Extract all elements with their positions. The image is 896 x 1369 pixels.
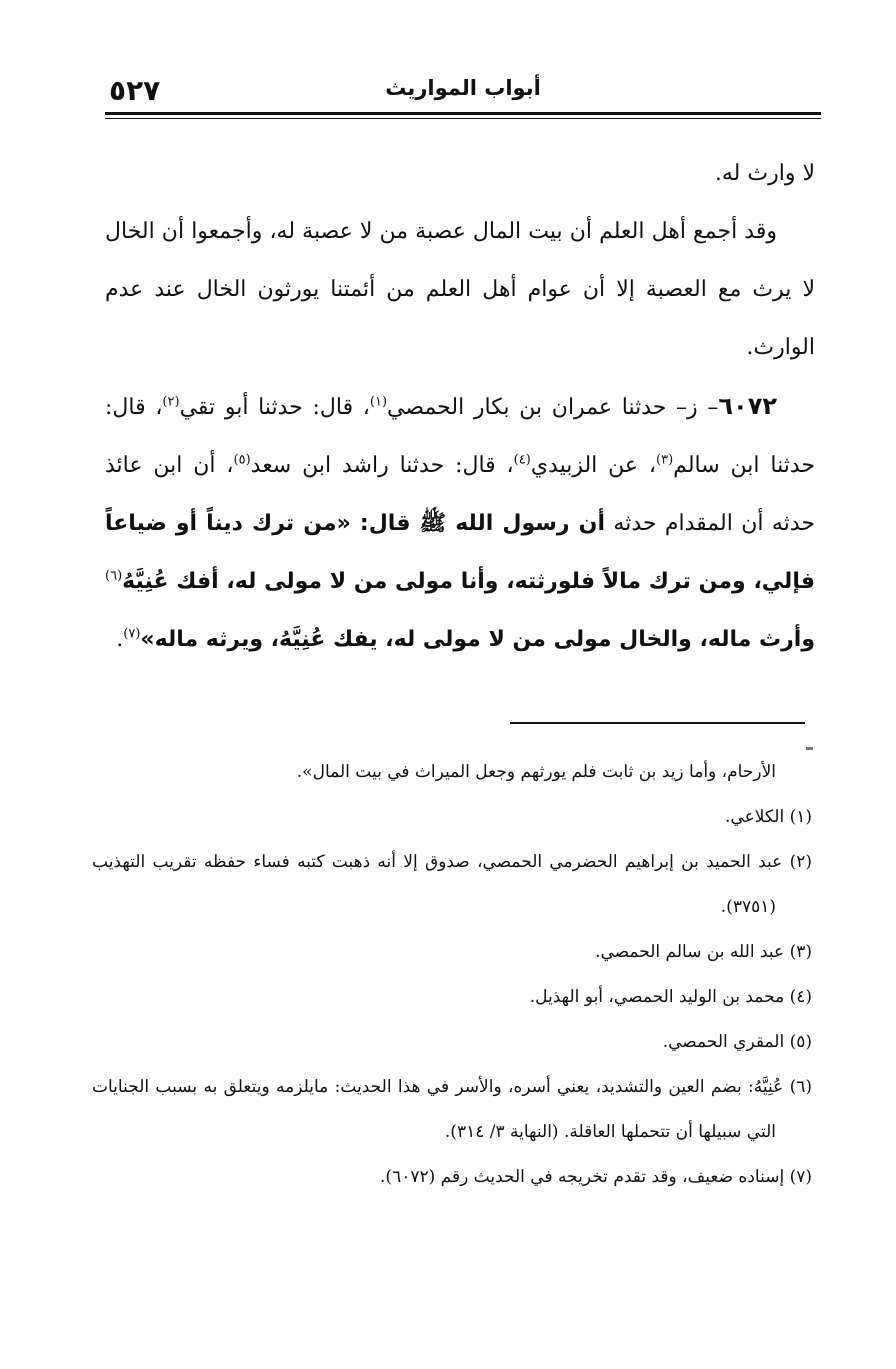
footnote-continuation: الأرحام، وأما زيد بن ثابت فلم يورثهم وجعل الميراث في بيت المال». [296, 762, 776, 782]
hadith-end: . [116, 627, 124, 652]
footnote-ref-3: (٣) [656, 452, 674, 468]
footnote-4: (٤) محمد بن الوليد الحمصي، أبو الهذيل. [529, 987, 812, 1007]
paragraph-commentary: وقد أجمع أهل العلم أن بيت المال عصبة من لا عصبة له، وأجمعوا أن الخال لا يرث مع العصبة إلا أن عوام أهل العلم من أئمتنا يورثون الخال عند عدم الوارث. [105, 219, 815, 360]
hadith-number: ٦٠٧٢ [718, 392, 777, 420]
footnote-2: (٢) عبد الحميد بن إبراهيم الحضرمي الحمصي، صدوق إلا أنه ذهبت كتبه فساء حفظه تقريب التهذيب (٣٧٥١). [92, 852, 812, 917]
footnotes [92, 750, 812, 1200]
footnote-separator [510, 722, 805, 724]
footnote-ref-6: (٦) [105, 568, 123, 584]
page-number: ٥٢٧ [109, 74, 161, 107]
isnad-part-1: – ز– حدثنا عمران بن بكار الحمصي [387, 395, 719, 420]
footnote-ref-1: (١) [369, 394, 388, 410]
footnote-7: (٧) إسناده ضعيف، وقد تقدم تخريجه في الحديث رقم (٦٠٧٢). [380, 1167, 812, 1187]
main-text [105, 145, 815, 669]
footnote-6: (٦) عُنِيَّهُ: بضم العين والتشديد، يعني أسره، والأسر في هذا الحديث: مايلزمه ويتعلق به بسبب الجنايات التي سبيلها أن تتحملها العاقلة. (النهاية ٣/ ٣١٤). [92, 1077, 812, 1142]
isnad-part-2: ، قال: حدثنا أبو تقي [179, 395, 370, 420]
footnote-ref-5: (٥) [233, 452, 251, 468]
isnad-part-4: ، عن الزبيدي [530, 453, 657, 478]
page-header [105, 72, 821, 120]
header-rule-thin [105, 118, 821, 119]
paragraph-continuation: لا وارث له. [714, 161, 815, 186]
running-title: أبواب المواريث [385, 76, 541, 100]
matn-part-2: وأرث ماله، والخال مولى من لا مولى له، يفك عُنِيَّهُ، ويرثه ماله» [140, 627, 815, 652]
footnote-5: (٥) المقري الحمصي. [662, 1032, 812, 1052]
footnote-ref-7: (٧) [123, 626, 141, 642]
matn-part-1: أن رسول الله ﷺ قال: «من ترك ديناً أو ضياعاً فإلي، ومن ترك مالاً فلورثته، وأنا مولى من لا مولى له، أفك عُنِيَّهُ [105, 511, 815, 594]
isnad-part-3: ، قال: حدثنا ابن سالم [105, 395, 816, 478]
isnad-part-5: ، قال: حدثنا راشد ابن سعد [250, 453, 514, 478]
footnote-ref-2: (٢) [162, 394, 180, 410]
header-rule-thick [105, 112, 821, 115]
hadith-paragraph [105, 377, 815, 669]
footnote-ref-4: (٤) [513, 452, 531, 468]
isnad-part-6: ، أن ابن عائذ حدثه أن المقدام حدثه [105, 453, 815, 536]
footnote-3: (٣) عبد الله بن سالم الحمصي. [595, 942, 812, 962]
footnote-1: (١) الكلاعي. [725, 807, 812, 827]
